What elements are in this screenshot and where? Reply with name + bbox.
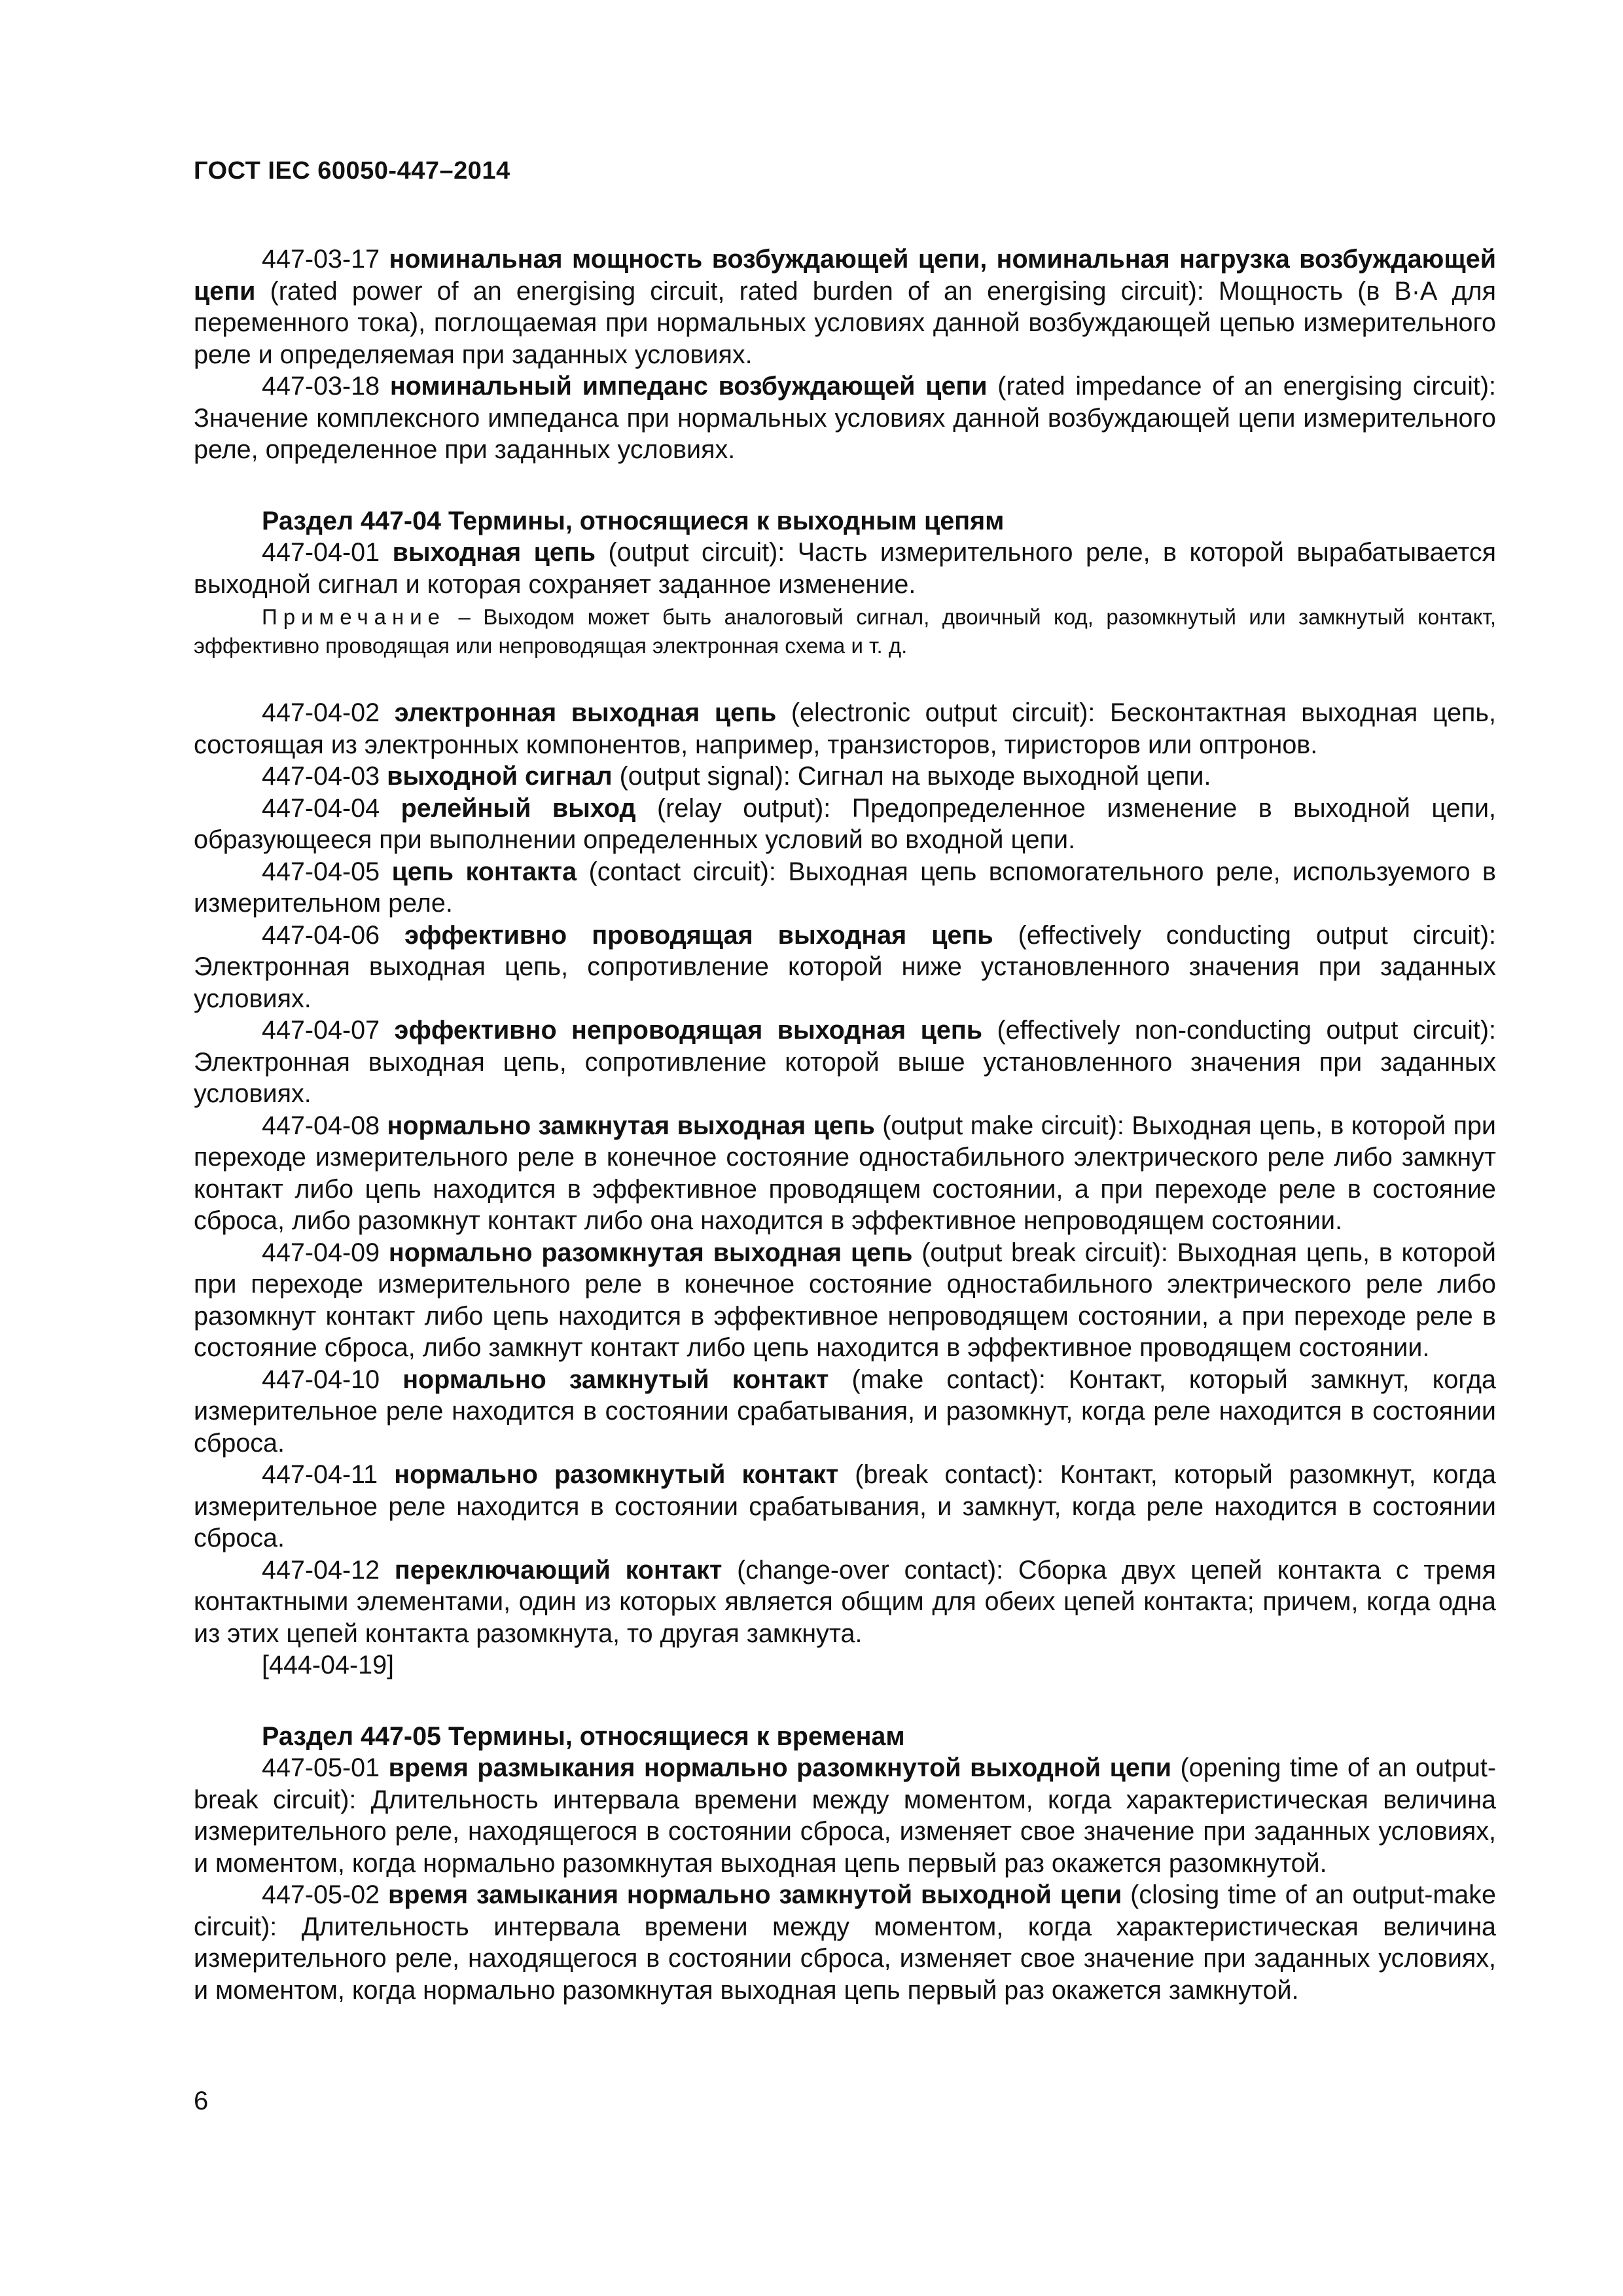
term-code: 447-04-08 — [262, 1111, 380, 1140]
term-code: 447-04-05 — [262, 857, 380, 886]
term-code: 447-04-10 — [262, 1365, 380, 1394]
document-page — [194, 0, 1496, 2296]
term-entry-447-04-01 — [194, 537, 1496, 600]
term-code: 447-03-17 — [262, 245, 380, 274]
document-body — [194, 243, 1496, 2006]
term-entry-447-04-04 — [194, 793, 1496, 856]
term-entry-447-04-03 — [194, 761, 1496, 793]
term-entry-447-04-10 — [194, 1364, 1496, 1460]
term-title: нормально замкнутый контакт — [402, 1365, 829, 1394]
term-code: 447-04-03 — [262, 762, 380, 791]
section-heading-447-04: Раздел 447-04 Термины, относящиеся к выходным цепям — [262, 506, 1005, 535]
term-entry-447-03-18 — [194, 370, 1496, 466]
term-title: нормально замкнутая выходная цепь — [387, 1111, 875, 1140]
term-definition: (relay output): Предопределенное изменение в выходной цепи, образующееся при выполнении определенных условий во входной цепи. — [194, 793, 1496, 854]
term-entry-447-04-11 — [194, 1459, 1496, 1554]
term-code: 447-04-06 — [262, 920, 380, 950]
reference: [444-04-19] — [262, 1651, 395, 1679]
term-entry-447-04-05 — [194, 856, 1496, 920]
term-definition: (contact circuit): Выходная цепь вспомогательного реле, используемого в измерительном реле. — [194, 857, 1497, 918]
term-title: релейный выход — [401, 793, 636, 823]
term-definition: (output signal): Сигнал на выходе выходной цепи. — [612, 762, 1211, 791]
term-title: номинальный импеданс возбуждающей цепи — [389, 372, 988, 401]
term-entry-447-04-08 — [194, 1110, 1496, 1237]
note-label: Примечание — [262, 605, 446, 629]
term-definition: (opening time of an output-break circuit): Длительность интервала времени между моментом, когда характеристическая величина измерительного реле, находящегося в состоянии сброса, изменяет свое значение при заданных условиях, и моментом, когда нормально разомкнутая выходная цепь первый раз окажется разомкнутой. — [194, 1753, 1496, 1878]
term-definition: (effectively conducting output circuit): Электронная выходная цепь, сопротивление которой ниже установленного значения при заданных условиях. — [194, 920, 1496, 1013]
term-code: 447-04-04 — [262, 793, 380, 823]
term-entry-447-05-01 — [194, 1752, 1496, 1879]
section-heading-447-05: Раздел 447-05 Термины, относящиеся к временам — [262, 1721, 905, 1751]
term-code: 447-04-12 — [262, 1555, 380, 1585]
note — [194, 603, 1496, 660]
term-entry-447-04-07 — [194, 1014, 1496, 1110]
term-definition: (change-over contact): Сборка двух цепей контакта с тремя контактными элементами, один из которых является общим для обеих цепей контакта; причем, когда одна из этих цепей контакта разомкнута, то другая замкнута. — [194, 1555, 1496, 1648]
term-code: 447-03-18 — [262, 372, 380, 401]
term-code: 447-04-01 — [262, 538, 380, 567]
term-definition: (make contact): Контакт, который замкнут, когда измерительное реле находится в состоянии срабатывания, и разомкнут, когда реле находится в состоянии сброса. — [194, 1365, 1496, 1458]
term-entry-447-04-02 — [194, 697, 1496, 761]
term-title: номинальная мощность возбуждающей цепи, номинальная нагрузка возбуждающей цепи — [194, 245, 1496, 306]
page-number: 6 — [194, 2087, 209, 2115]
term-code: 447-04-09 — [262, 1238, 380, 1267]
term-definition: (rated power of an energising circuit, rated burden of an energising circuit): Мощность (в В·А для переменного тока), поглощаемая при нормальных условиях данной возбуждающей цепью измерительного реле и определяемая при заданных условиях. — [194, 276, 1496, 369]
term-entry-447-04-12 — [194, 1554, 1496, 1650]
term-code: 447-04-02 — [262, 698, 380, 727]
term-entry-447-05-02 — [194, 1879, 1496, 2006]
document-header: ГОСТ IEC 60050-447–2014 — [194, 157, 510, 185]
term-title: эффективно непроводящая выходная цепь — [394, 1016, 983, 1045]
term-entry-447-04-09 — [194, 1237, 1496, 1364]
term-title: эффективно проводящая выходная цепь — [404, 920, 993, 950]
term-definition: (effectively non-conducting output circuit): Электронная выходная цепь, сопротивление которой выше установленного значения при заданных условиях. — [194, 1016, 1496, 1108]
term-title: время замыкания нормально замкнутой выходной цепи — [388, 1880, 1122, 1909]
term-entry-447-03-17 — [194, 243, 1496, 370]
term-title: нормально разомкнутый контакт — [394, 1460, 839, 1489]
term-title: время размыкания нормально разомкнутой выходной цепи — [388, 1753, 1171, 1782]
term-definition: (rated impedance of an energising circuit): Значение комплексного импеданса при нормальных условиях данной возбуждающей цепи измерительного реле, определенное при заданных условиях. — [194, 372, 1496, 464]
term-title: переключающий контакт — [394, 1555, 722, 1585]
term-definition: (output break circuit): Выходная цепь, в которой при переходе измерительного реле в конечное состояние одностабильного электрического реле либо разомкнут контакт либо цепь находится в эффективное непроводящем состоянии, а при переходе реле в состояние сброса, либо замкнут контакт либо цепь находится в эффективное проводящем состоянии. — [194, 1238, 1496, 1362]
term-definition: (electronic output circuit): Бесконтактная выходная цепь, состоящая из электронных компонентов, например, транзисторов, тиристоров или оптронов. — [194, 698, 1496, 759]
term-definition: (break contact): Контакт, который разомкнут, когда измерительное реле находится в состоянии срабатывания, и замкнут, когда реле находится в состоянии сброса. — [194, 1460, 1496, 1552]
term-title: нормально разомкнутая выходная цепь — [388, 1238, 913, 1267]
term-definition: (output make circuit): Выходная цепь, в которой при переходе измерительного реле в конечное состояние одностабильного электрического реле либо замкнут контакт либо цепь находится в эффективное проводящем состоянии, а при переходе реле в состояние сброса, либо разомкнут контакт либо она находится в эффективное непроводящем состоянии. — [194, 1111, 1496, 1235]
note-text: – Выходом может быть аналоговый сигнал, двоичный код, разомкнутый или замкнутый контакт, эффективно проводящая или непроводящая электронная схема и т. д. — [194, 605, 1496, 658]
term-code: 447-05-01 — [262, 1753, 380, 1782]
term-code: 447-04-07 — [262, 1016, 380, 1045]
term-entry-447-04-06 — [194, 920, 1496, 1015]
term-code: 447-04-11 — [262, 1460, 378, 1489]
term-title: цепь контакта — [391, 857, 577, 886]
term-definition: (output circuit): Часть измерительного реле, в которой вырабатывается выходной сигнал и которая сохраняет заданное изменение. — [194, 538, 1496, 599]
term-definition: (closing time of an output-make circuit): Длительность интервала времени между моментом, когда характеристическая величина измерительного реле, находящегося в состоянии сброса, изменяет свое значение при заданных условиях, и моментом, когда нормально разомкнутая выходная цепь первый раз окажется замкнутой. — [194, 1880, 1496, 2005]
term-title: выходной сигнал — [387, 762, 613, 791]
term-title: электронная выходная цепь — [394, 698, 777, 727]
term-code: 447-05-02 — [262, 1880, 380, 1909]
term-title: выходная цепь — [392, 538, 596, 567]
